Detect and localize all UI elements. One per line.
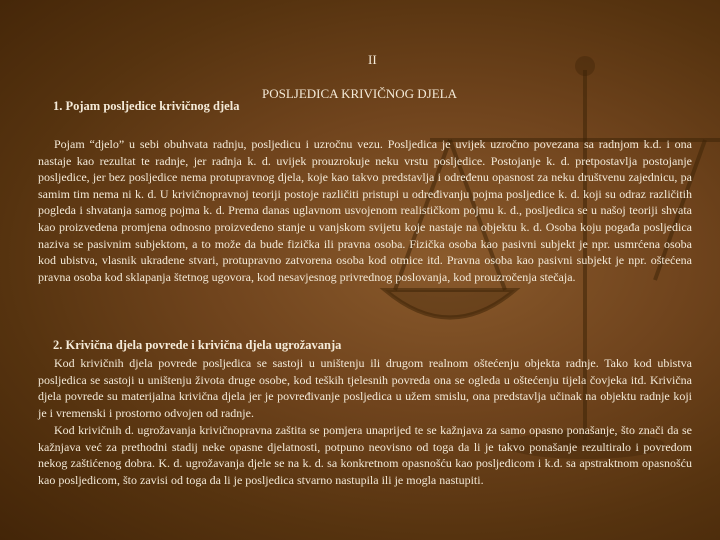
section-2-heading: 2. Krivična djela povrede i krivična djela ugrožavanja (53, 338, 342, 352)
slide-title: POSLJEDICA KRIVIČNOG DJELA (262, 86, 458, 101)
section-2-paragraph-1: Kod krivičnih djela povrede posljedica se sastoji u uništenju ili drugom realnom oštećenju objekta radnje. Tako kod ubistva posljedica se sastoji u uništenju života druge osobe, kod teških tjelesnih povreda ona se ogleda u oštećenju tijela čovjeka itd. Krivična djela povrede su materijalna krivična djela jer je povređivanje posljedica u užem smislu, ona predstavlja učinak na objektu radnje koji je i vremenski i prostorno odvojen od radnje. (38, 356, 692, 420)
section-number: II (368, 52, 377, 67)
section-2-paragraph-2: Kod krivičnih d. ugrožavanja krivičnopravna zaštita se pomjera unaprijed te se kažnjava za samo opasno ponašanje, što znači da se kažnjava već za prethodni stadij neke opasne djelatnosti, potpuno neovisno od toga da li je takvo ponašanje rezultiralo i povredom nekog zaštićenog dobra. K. d. ugrožavanja djele se na k. d. sa konkretnom opasnošću kao posljedicom i k.d. sa apstraktnom opasnošću kao posljedicom, što zavisi od toga da li je posljedica stvarno nastupila ili je mogla nastupiti. (38, 423, 692, 487)
section-1-paragraph: Pojam “djelo” u sebi obuhvata radnju, posljedicu i uzročnu vezu. Posljedica je uvijek uzročno povezana sa radnjom k.d. i ona nastaje kao rezultat te radnje, jer radnja k. d. uvijek prouzrokuje neku vrstu posljedice. Postojanje k. d. pretpostavlja postojanje posljedice, jer bez posljedice nema protupravnog djela, koje kao takvo predstavlja i određenu opasnost za neku društvenu zajednicu, pa samim tim nema ni k. d. U krivičnopravnoj teoriji postoje različiti pristupi u određivanju pojma posljedice k. d. koji su odraz različitih pogleda i shvatanja samog pojma k. d. Prema danas uglavnom usvojenom realističkom pojmu k. d., posljedica se u našoj teoriji shvata kao proizvedena promjena odnosno proizvedeno stanje u vanjskom svijetu koje nastaje na objektu k. d. Osoba koju pogađa posljedica naziva se pasivnim subjektom, a to može da bude fizička ili pravna osoba. Fizička osoba kao pasivni subjekt je npr. usmrćena osoba kod ubistva, vlasnik ukradene stvari, protupravno zatvorena osoba kod otmice itd. Pravna osoba kao pasivni subjekt je npr. oštećena pravna osoba kod sklapanja štetnog ugovora, kod nesavjesnog privrednog poslovanja, kod prouzročenja stečaja. (38, 137, 692, 284)
section-1-heading: 1. Pojam posljedice krivičnog djela (53, 99, 240, 113)
